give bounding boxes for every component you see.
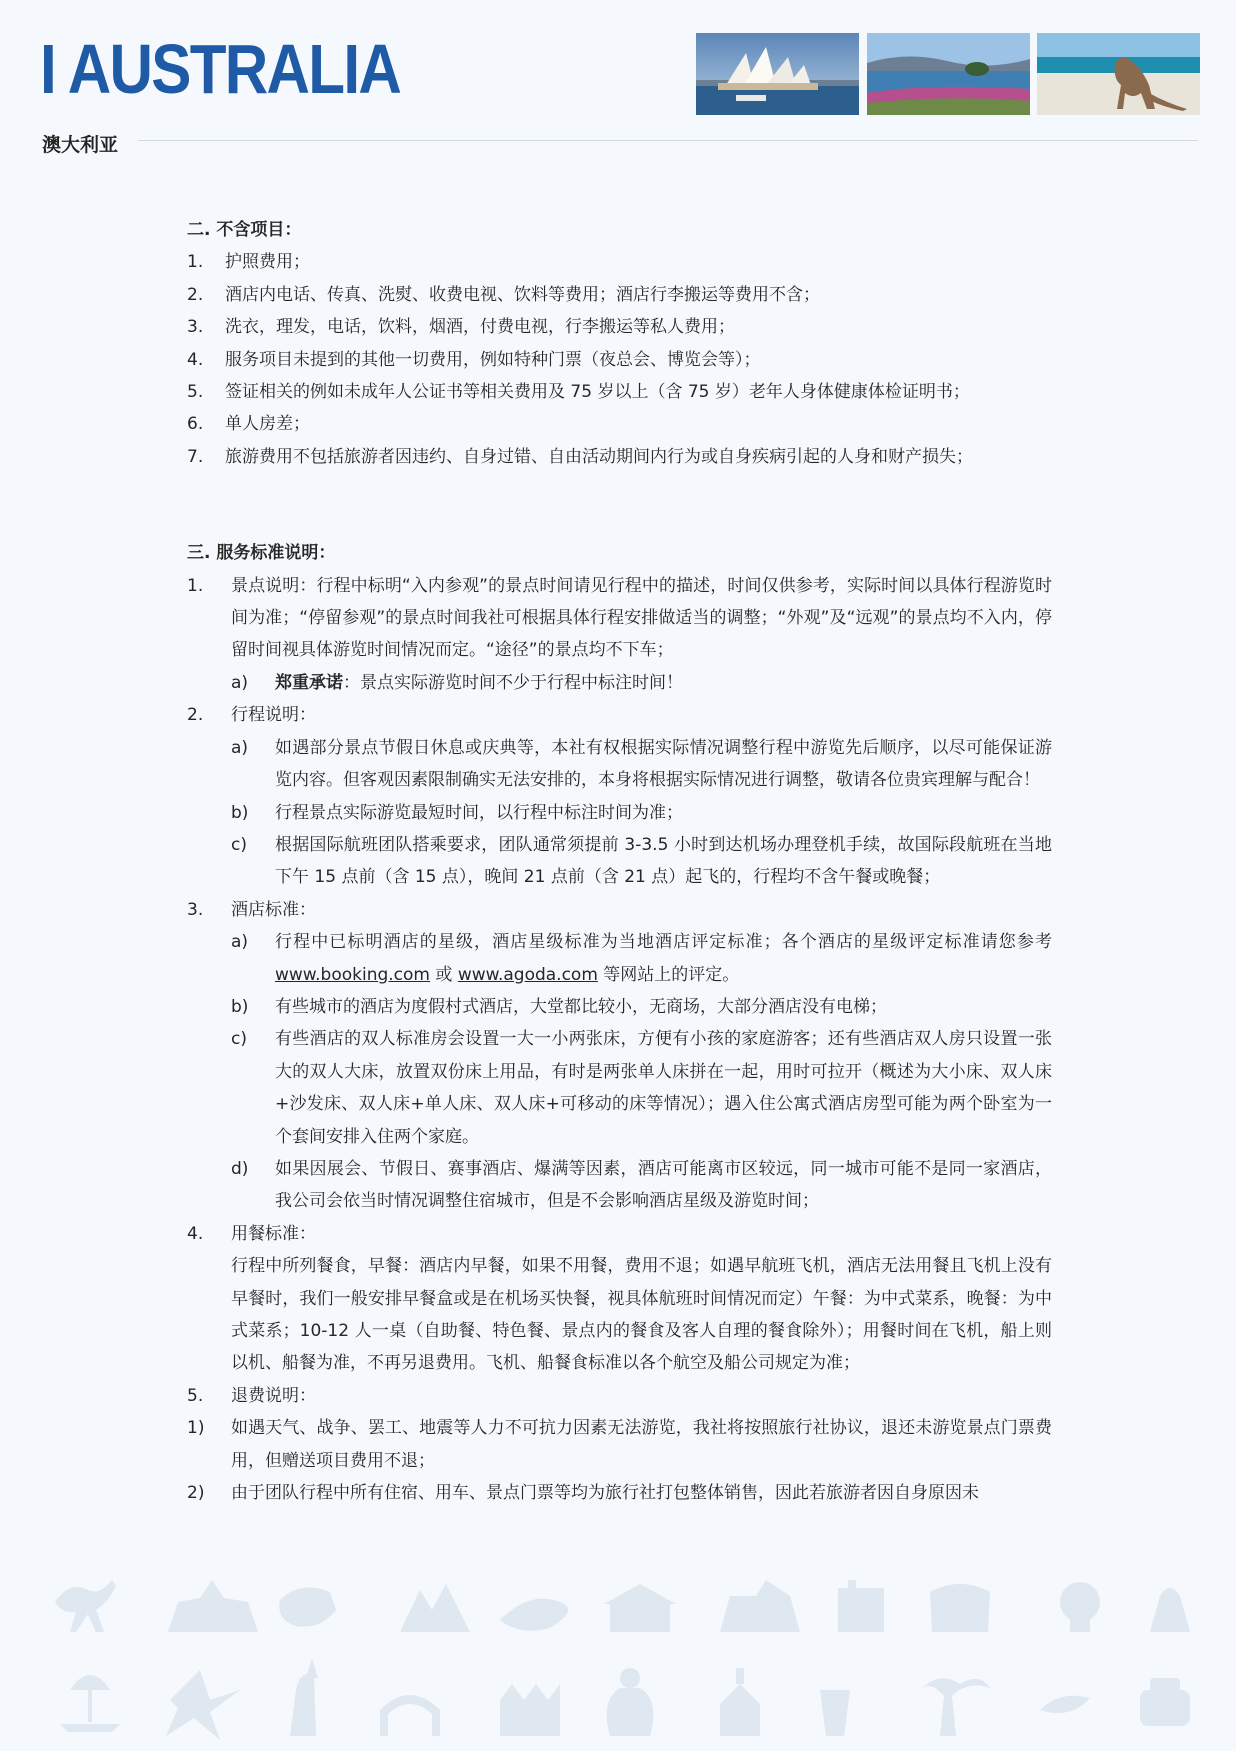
sub-item: b) 行程景点实际游览最短时间，以行程中标注时间为准； — [231, 802, 683, 823]
sub-item: b) 有些城市的酒店为度假村式酒店，大堂都比较小，无商场，大部分酒店没有电梯； — [231, 996, 887, 1017]
list-item: 2) 由于团队行程中所有住宿、用车、景点门票等均为旅行社打包整体销售，因此若旅游者因自身原因未 — [187, 1483, 979, 1504]
list-item: 6. 单人房差； — [187, 414, 310, 435]
brand-subtitle: 澳大利亚 — [42, 134, 119, 156]
list-item: 5. 退费说明： — [187, 1385, 316, 1406]
sub-item: a) 行程中已标明酒店的星级，酒店星级标准为当地酒店评定标准；各个酒店的星级评定标准请您参考 www.booking.com 或 www.agoda.com 等网站上的评定。 — [231, 932, 1052, 985]
list-item: 1. 护照费用； — [187, 252, 310, 273]
lake-photo — [867, 33, 1030, 115]
promise-label: 郑重承诺 — [275, 672, 343, 693]
sub-item: c) 有些酒店的双人标准房会设置一大一小两张床，方便有小孩的家庭游客；还有些酒店双人房只设置一张大的双人大床，放置双份床上用品，有时是两张单人床拼在一起，用时可拉开（概述为大小床、双人床+沙发床、双人床+单人床、双人床+可移动的床等情况）；遇入住公寓式酒店房型可能为两个卧室为一个套间安排入住两个家庭。 — [231, 1029, 1052, 1147]
list-item: 1. 景点说明：行程中标明“入内参观”的景点时间请见行程中的描述，时间仅供参考，实际时间以具体行程游览时间为准；“停留参观”的景点时间我社可根据具体行程安排做适当的调整；“外观”及“远观”的景点均不入内，停留时间视具体游览时间情况而定。“途径”的景点均不下车； — [187, 575, 1052, 661]
list-item: 3. 洗衣，理发，电话，饮料，烟酒，付费电视，行李搬运等私人费用； — [187, 317, 735, 338]
kangaroo-beach-photo — [1037, 33, 1200, 115]
section-service-heading: 三. 服务标准说明： — [187, 543, 336, 564]
list-item: 5. 签证相关的例如未成年人公证书等相关费用及 75 岁以上（含 75 岁）老年人身体健康体检证明书； — [187, 382, 970, 403]
section-excluded-heading: 二. 不含项目： — [187, 220, 302, 240]
list-item: 7. 旅游费用不包括旅游者因违约、自身过错、自由活动期间内行为或自身疾病引起的人身和财产损失； — [187, 446, 973, 467]
opera-house-photo — [696, 33, 859, 115]
sub-item: d) 如果因展会、节假日、赛事酒店、爆满等因素，酒店可能离市区较远，同一城市可能不是同一家酒店，我公司会依当时情况调整住宿城市，但是不会影响酒店星级及游览时间； — [231, 1158, 1052, 1212]
sub-item: c) 根据国际航班团队搭乘要求，团队通常须提前 3-3.5 小时到达机场办理登机手续，故国际段航班在当地下午 15 点前（含 15 点），晚间 21 点前（含 21 点）起飞的，行程均不含午餐或晚餐； — [231, 834, 1052, 888]
list-item: 2. 行程说明： — [187, 705, 316, 726]
list-item: 1) 如遇天气、战争、罢工、地震等人力不可抗力因素无法游览，我社将按照旅行社协议，退还未游览景点门票费用，但赠送项目费用不退； — [187, 1418, 1052, 1471]
booking-link[interactable]: www.booking.com — [275, 964, 430, 985]
list-item: 3. 酒店标准： — [187, 899, 316, 920]
sub-item: a) 郑重承诺：景点实际游览时间不少于行程中标注时间！ — [231, 672, 683, 693]
document-body — [187, 214, 1052, 1509]
australia-silhouette-icons — [0, 1540, 1236, 1747]
agoda-link[interactable]: www.agoda.com — [457, 964, 598, 985]
brand-logo: I AUSTRALIA — [40, 30, 401, 108]
list-item: 2. 酒店内电话、传真、洗熨、收费电视、饮料等费用；酒店行李搬运等费用不含； — [187, 284, 820, 305]
sub-item: a) 如遇部分景点节假日休息或庆典等，本社有权根据实际情况调整行程中游览先后顺序，以尽可能保证游览内容。但客观因素限制确实无法安排的，本身将根据实际情况进行调整，敬请各位贵宾理解与配合！ — [231, 737, 1052, 791]
list-item: 4. 用餐标准： — [187, 1223, 316, 1244]
header-divider — [138, 140, 1198, 141]
list-item: 4. 服务项目未提到的其他一切费用，例如特种门票（夜总会、博览会等）； — [187, 349, 761, 370]
meal-paragraph: 行程中所列餐食，早餐：酒店内早餐，如果不用餐，费用不退；如遇早航班飞机，酒店无法用餐且飞机上没有早餐时，我们一般安排早餐盒或是在机场买快餐，视具体航班时间情况而定）午餐：为中式菜系，晚餐：为中式菜系；10-12 人一桌（自助餐、特色餐、景点内的餐食及客人自理的餐食除外）；用餐时间在飞机，船上则以机、船餐为准，不再另退费用。飞机、船餐食标准以各个航空及船公司规定为准； — [231, 1256, 1052, 1374]
